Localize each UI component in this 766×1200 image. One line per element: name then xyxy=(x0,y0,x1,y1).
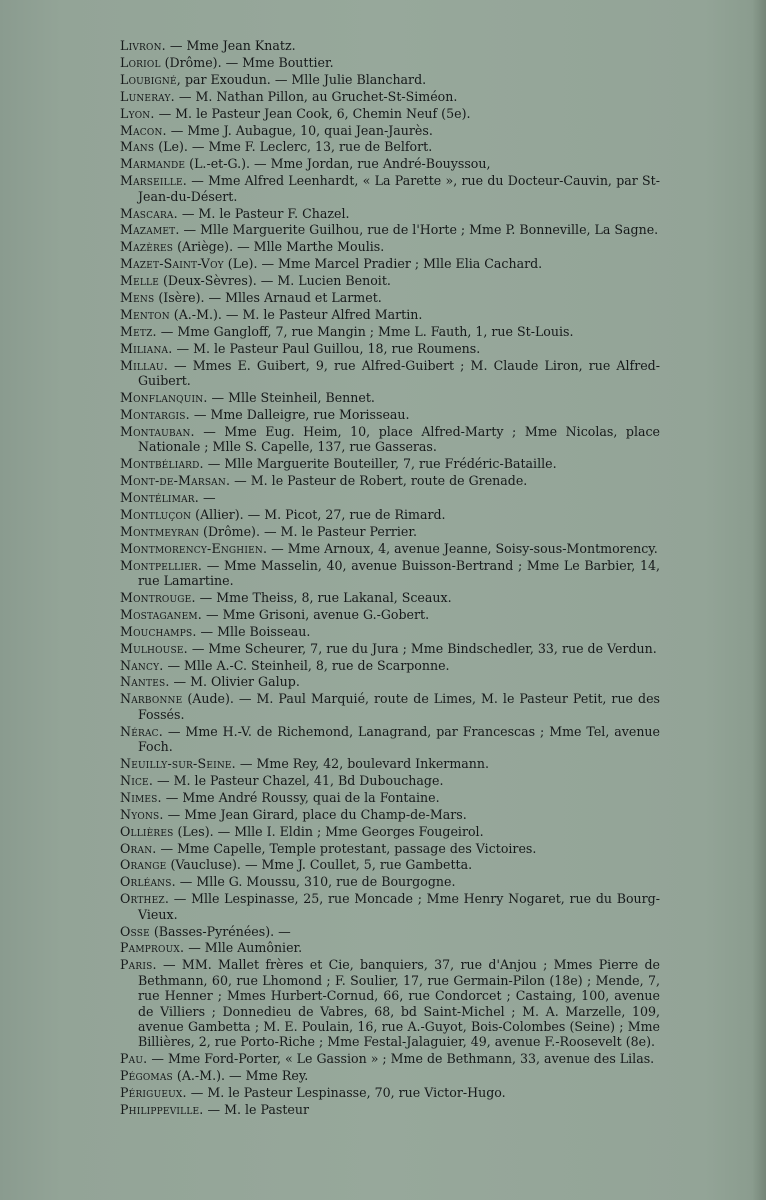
entry-detail: par Exoudun. — Mlle Julie Blanchard. xyxy=(180,71,427,87)
entry-detail: — Mme Jean Girard, place du Champ-de-Mars. xyxy=(163,806,467,822)
entry-place: Mouchamps. xyxy=(120,623,197,639)
directory-entry xyxy=(120,156,660,171)
entry-place: Mulhouse. xyxy=(120,640,188,656)
directory-entry xyxy=(120,924,660,939)
directory-entry xyxy=(120,857,660,872)
directory-entry xyxy=(120,139,660,154)
entry-detail: — Mlle Steinheil, Bennet. xyxy=(207,390,375,406)
entry-place: Périgueux. xyxy=(120,1085,187,1101)
entry-place: Millau. xyxy=(120,357,168,373)
entry-place: Montpellier. xyxy=(120,557,203,573)
directory-entry xyxy=(120,674,660,689)
entry-detail: — Mme H.-V. de Richemond, Lanagrand, par Francescas ; Mme Tel, avenue Foch. xyxy=(138,723,660,755)
directory-entry xyxy=(120,390,660,405)
directory-entry xyxy=(120,807,660,822)
entry-place: Marmande xyxy=(120,156,186,172)
directory-entry xyxy=(120,407,660,422)
directory-entry xyxy=(120,273,660,288)
entry-place: Macon. xyxy=(120,122,167,138)
entry-detail: — Mme Dalleigre, rue Morisseau. xyxy=(189,406,410,422)
entry-place: Orthez. xyxy=(120,891,170,907)
entry-detail: (Drôme). — Mme Bouttier. xyxy=(160,54,334,70)
directory-entry xyxy=(120,290,660,305)
entry-place: Montluçon xyxy=(120,506,192,522)
entry-place: Montmeyran xyxy=(120,523,200,539)
entry-place: Loriol xyxy=(120,54,161,70)
entry-detail: — M. le Pasteur Lespinasse, 70, rue Victor-Hugo. xyxy=(186,1085,506,1101)
entry-place: Nice. xyxy=(120,772,154,788)
entry-detail: — M. le Pasteur Paul Guillou, 18, rue Roumens. xyxy=(172,340,481,356)
entry-detail: (Deux-Sèvres). — M. Lucien Benoit. xyxy=(159,273,391,289)
entry-place: Osse xyxy=(120,923,150,939)
directory-entry xyxy=(120,940,660,955)
entry-detail: (A.-M.). — M. le Pasteur Alfred Martin. xyxy=(169,307,423,322)
directory-entry xyxy=(120,790,660,805)
directory-entry xyxy=(120,341,660,356)
entry-detail: — Mlle Aumônier. xyxy=(184,940,303,956)
entry-place: Luneray. xyxy=(120,88,175,104)
directory-entry xyxy=(120,473,660,488)
entry-detail: (Allier). — M. Picot, 27, rue de Rimard. xyxy=(191,506,446,522)
entry-place: Narbonne xyxy=(120,691,183,707)
entry-place: Nancy. xyxy=(120,657,164,673)
directory-entry xyxy=(120,1102,660,1117)
entry-detail: — Mlle Boisseau. xyxy=(196,623,311,639)
entry-detail: — M. le Pasteur xyxy=(203,1102,309,1117)
entry-detail: — Mme Arnoux, 4, avenue Jeanne, Soisy-sous-Montmorency. xyxy=(267,540,658,556)
entry-detail: — M. le Pasteur F. Chazel. xyxy=(177,205,350,221)
entry-place: Pamproux. xyxy=(120,940,185,956)
entry-place: Melle xyxy=(120,273,159,289)
entry-detail: (L.-et-G.). — Mme Jordan, rue André-Bouyssou, xyxy=(185,156,491,172)
entry-detail: (Isère). — Mlles Arnaud et Larmet. xyxy=(154,290,382,306)
entry-place: Montbéliard. xyxy=(120,456,204,472)
directory-entry xyxy=(120,824,660,839)
entry-place: Paris. xyxy=(120,957,157,973)
directory-entry xyxy=(120,256,660,271)
entry-detail: — M. le Pasteur Jean Cook, 6, Chemin Neuf (5e). xyxy=(154,105,471,121)
directory-entry xyxy=(120,691,660,722)
entry-detail: — Mme J. Aubague, 10, quai Jean-Jaurès. xyxy=(166,122,433,138)
entry-detail: — Mlle G. Moussu, 310, rue de Bourgogne. xyxy=(175,874,456,890)
entry-detail: — MM. Mallet frères et Cie, banquiers, 37, rue d'Anjou ; Mmes Pierre de Bethmann, 60, rue Lhomond ; F. Soulier, 17, rue Germain-Pilon (18e) ; Mende, 7, rue Henner ; Mmes Hurbert-Cornud, 66, rue Condorcet ; Castaing, 100, avenue de Villiers ; Donnedieu de Vabres, 68, bd Saint-Michel ; M. A. Marzelle, 109, avenue Gambetta ; M. E. Poulain, 16, rue A.-Guyot, Bois-Colombes (Seine) ; Mme Billières, 2, rue Porto-Riche ; Mme Festal-Jalaguier, 49, avenue F.-Roosevelt (8e). xyxy=(138,957,660,1050)
entry-place: Neuilly-sur-Seine. xyxy=(120,755,236,771)
directory-entry xyxy=(120,490,660,505)
entry-detail: (Le). — Mme Marcel Pradier ; Mlle Elia Cachard. xyxy=(223,256,543,272)
entry-place: Mens xyxy=(120,290,155,306)
entry-detail: — M. Olivier Galup. xyxy=(169,674,300,690)
directory-list xyxy=(120,38,660,1119)
entry-detail: (Drôme). — M. le Pasteur Perrier. xyxy=(199,523,417,539)
directory-entry xyxy=(120,123,660,138)
directory-entry xyxy=(120,38,660,53)
directory-entry xyxy=(120,541,660,556)
entry-detail: — M. Nathan Pillon, au Gruchet-St-Siméon. xyxy=(174,88,458,104)
entry-detail: — Mme Theiss, 8, rue Lakanal, Sceaux. xyxy=(195,589,452,605)
directory-entry xyxy=(120,456,660,471)
entry-detail: — Mmes E. Guibert, 9, rue Alfred-Guibert ; M. Claude Liron, rue Alfred-Guibert. xyxy=(138,357,660,389)
directory-entry xyxy=(120,358,660,389)
entry-place: Pégomas xyxy=(120,1068,173,1084)
entry-detail: — Mme Eug. Heim, 10, place Alfred-Marty ; Mme Nicolas, place Nationale ; Mlle S. Capelle, 137, rue Gasseras. xyxy=(138,423,660,455)
entry-place: Pau. xyxy=(120,1051,148,1067)
entry-place: Montauban. xyxy=(120,423,195,439)
entry-place: Oran. xyxy=(120,840,157,856)
directory-entry xyxy=(120,507,660,522)
entry-place: Montargis. xyxy=(120,406,190,422)
entry-place: Mostaganem. xyxy=(120,606,203,622)
entry-place: Lyon. xyxy=(120,105,155,121)
entry-detail: (A.-M.). — Mme Rey. xyxy=(172,1068,309,1084)
entry-place: Orange xyxy=(120,857,167,873)
entry-detail: (Basses-Pyrénées). — xyxy=(149,923,291,939)
entry-detail: — Mme Capelle, Temple protestant, passage des Victoires. xyxy=(156,840,537,856)
directory-entry xyxy=(120,524,660,539)
entry-detail: (Ariège). — Mlle Marthe Moulis. xyxy=(173,239,385,255)
entry-detail: — Mlle Marguerite Guilhou, rue de l'Horte ; Mme P. Bonneville, La Sagne. xyxy=(179,222,659,238)
directory-entry xyxy=(120,891,660,922)
directory-entry xyxy=(120,206,660,221)
entry-detail: — Mme Ford-Porter, « Le Gassion » ; Mme de Bethmann, 33, avenue des Lilas. xyxy=(147,1051,655,1067)
entry-detail: — M. le Pasteur Chazel, 41, Bd Dubouchage. xyxy=(153,772,444,788)
directory-entry xyxy=(120,222,660,237)
entry-detail: — Mme Grisoni, avenue G.-Gobert. xyxy=(202,606,430,622)
entry-detail: — Mme Masselin, 40, avenue Buisson-Bertrand ; Mme Le Barbier, 14, rue Lamartine. xyxy=(138,557,660,588)
directory-entry xyxy=(120,724,660,755)
entry-place: Marseille. xyxy=(120,173,187,189)
directory-entry xyxy=(120,72,660,87)
entry-place: Miliana. xyxy=(120,340,173,356)
entry-detail: — Mlle A.-C. Steinheil, 8, rue de Scarponne. xyxy=(163,657,450,673)
entry-place: Monflanquin. xyxy=(120,390,208,406)
entry-detail: — Mme Jean Knatz. xyxy=(165,38,296,53)
entry-place: Mascara. xyxy=(120,205,178,221)
entry-place: Mazamet. xyxy=(120,222,180,238)
entry-place: Menton xyxy=(120,307,170,322)
entry-place: Ollières xyxy=(120,823,174,839)
entry-detail: — Mlle Lespinasse, 25, rue Moncade ; Mme Henry Nogaret, rue du Bourg-Vieux. xyxy=(138,891,660,922)
directory-entry xyxy=(120,841,660,856)
directory-entry xyxy=(120,957,660,1049)
entry-detail: — Mme Rey, 42, boulevard Inkermann. xyxy=(235,755,490,771)
page-edge-shadow xyxy=(752,0,766,1200)
entry-place: Nimes. xyxy=(120,789,162,805)
directory-entry xyxy=(120,1068,660,1083)
entry-place: Montélimar. xyxy=(120,489,199,505)
entry-detail: (Aude). — M. Paul Marquié, route de Limes, M. le Pasteur Petit, rue des Fossés. xyxy=(138,691,660,722)
entry-place: Mazères xyxy=(120,239,174,255)
entry-place: Mans xyxy=(120,139,155,155)
entry-place: Loubigné, xyxy=(120,71,181,87)
entry-place: Mont-de-Marsan. xyxy=(120,473,231,489)
directory-entry xyxy=(120,307,660,322)
directory-entry xyxy=(120,239,660,254)
directory-entry xyxy=(120,55,660,70)
entry-place: Nérac. xyxy=(120,723,163,739)
entry-detail: (Le). — Mme F. Leclerc, 13, rue de Belfort. xyxy=(154,139,433,155)
entry-place: Montrouge. xyxy=(120,589,196,605)
directory-entry xyxy=(120,89,660,104)
directory-entry xyxy=(120,558,660,589)
entry-detail: — Mme Gangloff, 7, rue Mangin ; Mme L. Fauth, 1, rue St-Louis. xyxy=(156,323,574,339)
entry-detail: — Mlle Marguerite Bouteiller, 7, rue Frédéric-Bataille. xyxy=(203,456,557,472)
entry-detail: — Mme Alfred Leenhardt, « La Parette », rue du Docteur-Cauvin, par St-Jean-du-Désert. xyxy=(138,173,660,204)
directory-entry xyxy=(120,1051,660,1066)
directory-entry xyxy=(120,874,660,889)
entry-place: Livron. xyxy=(120,38,166,53)
directory-entry xyxy=(120,641,660,656)
directory-entry xyxy=(120,624,660,639)
directory-entry xyxy=(120,756,660,771)
directory-entry xyxy=(120,590,660,605)
entry-place: Metz. xyxy=(120,323,157,339)
directory-entry xyxy=(120,1085,660,1100)
entry-place: Nyons. xyxy=(120,806,164,822)
entry-detail: — Mme Scheurer, 7, rue du Jura ; Mme Bindschedler, 33, rue de Verdun. xyxy=(187,640,657,656)
directory-entry xyxy=(120,106,660,121)
entry-place: Montmorency-Enghien. xyxy=(120,540,268,556)
entry-detail: — xyxy=(198,489,216,505)
directory-entry xyxy=(120,173,660,204)
directory-entry xyxy=(120,607,660,622)
entry-detail: (Les). — Mlle I. Eldin ; Mme Georges Fougeirol. xyxy=(173,823,484,839)
entry-detail: — M. le Pasteur de Robert, route de Grenade. xyxy=(230,473,528,489)
directory-entry xyxy=(120,773,660,788)
directory-entry xyxy=(120,658,660,673)
entry-detail: (Vaucluse). — Mme J. Coullet, 5, rue Gambetta. xyxy=(166,857,473,873)
entry-detail: — Mme André Roussy, quai de la Fontaine. xyxy=(161,789,440,805)
entry-place: Mazet-Saint-Voy xyxy=(120,256,224,272)
entry-place: Orléans. xyxy=(120,874,176,890)
directory-entry xyxy=(120,424,660,455)
directory-entry xyxy=(120,324,660,339)
entry-place: Nantes. xyxy=(120,674,170,690)
entry-place: Philippeville. xyxy=(120,1102,204,1117)
